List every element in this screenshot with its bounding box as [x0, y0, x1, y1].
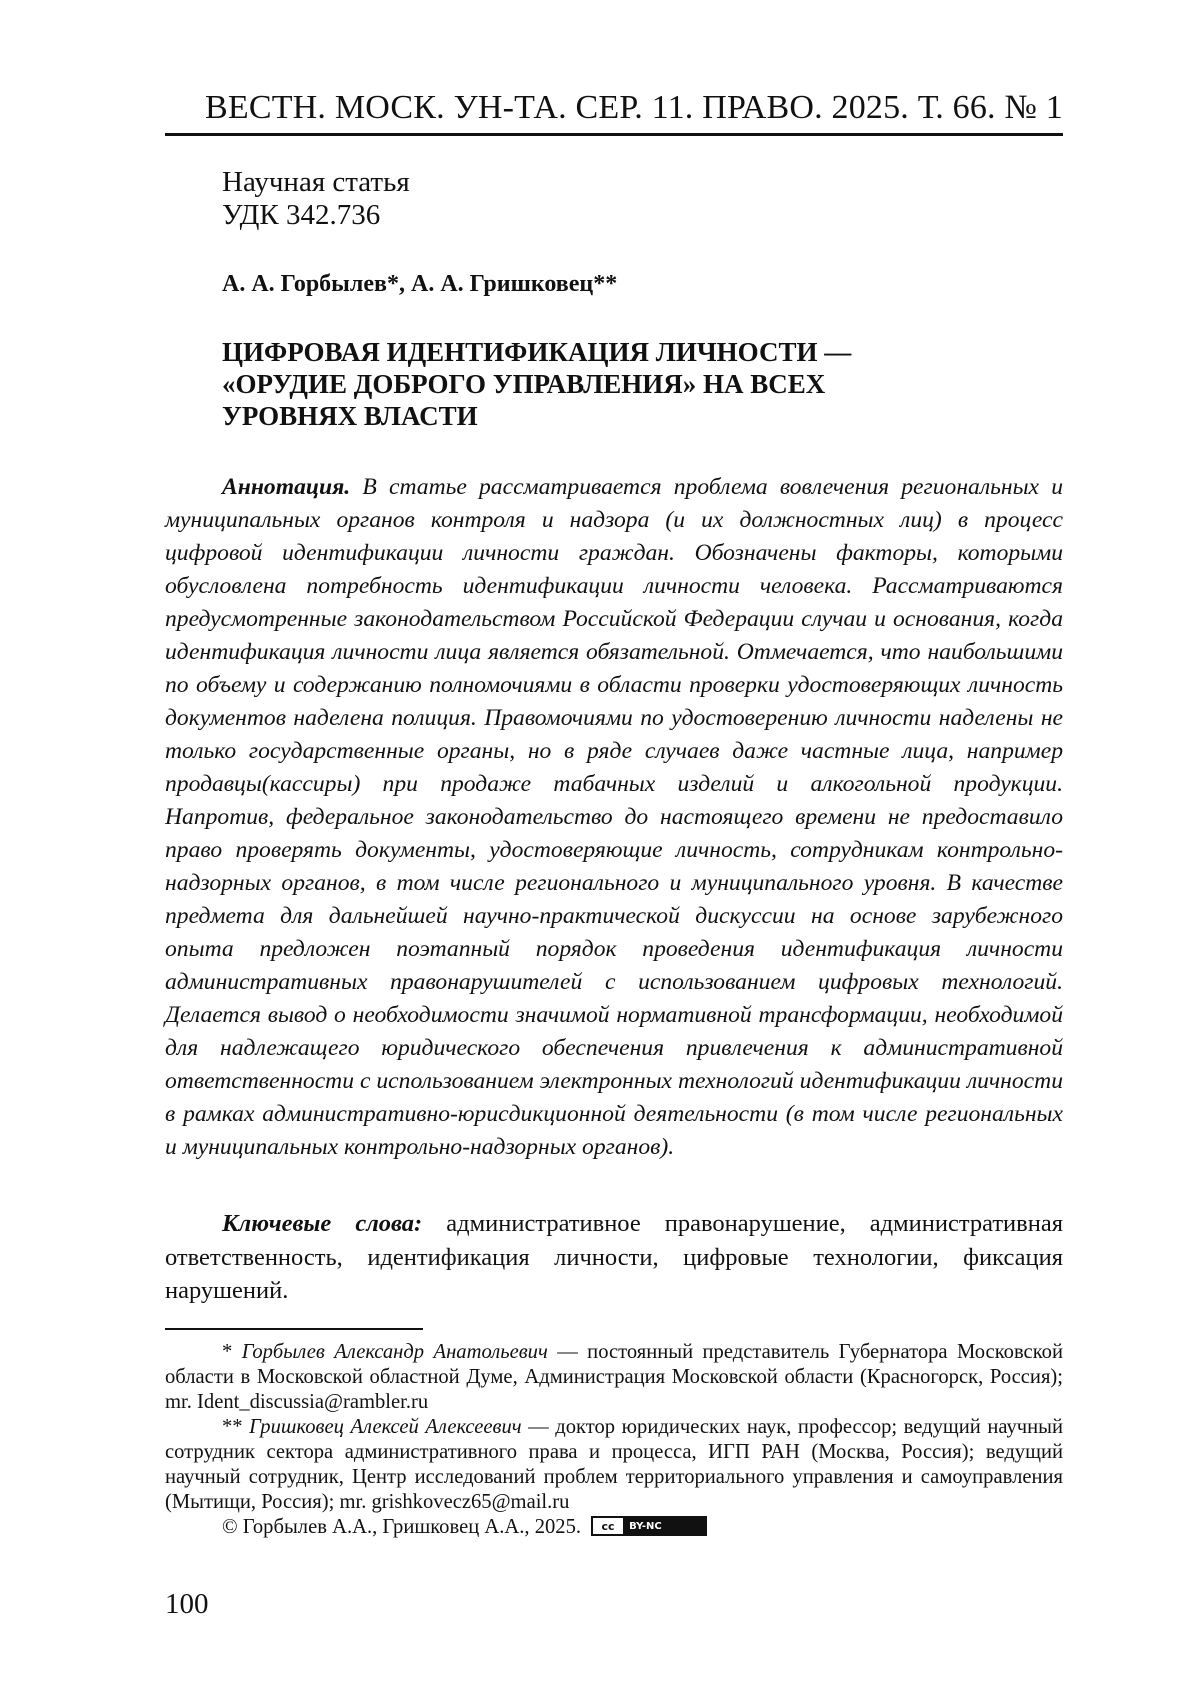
keywords-label: Ключевые слова:	[222, 1210, 423, 1237]
copyright-text: © Горбылев А.А., Гришковец А.А., 2025.	[222, 1516, 582, 1538]
keywords	[165, 1207, 1063, 1308]
footnote-author-name: Горбылев Александр Анатольевич	[241, 1341, 548, 1363]
license-label: BY-NC	[629, 1520, 662, 1532]
title-line: «ОРУДИЕ ДОБРОГО УПРАВЛЕНИЯ» НА ВСЕХ	[222, 369, 826, 399]
footnote-text: — постоянный представитель Губернатора Московской области в Московской областной Думе, Администрация Московской области (Красногорск, Россия); mr. Ident_discussia@rambler.ru	[165, 1341, 1063, 1413]
cc-label: cc	[593, 1518, 623, 1534]
abstract-label: Аннотация.	[222, 474, 351, 500]
cc-by-nc-license-icon	[591, 1516, 707, 1536]
title-line: УРОВНЯХ ВЛАСТИ	[222, 401, 478, 431]
article-meta	[222, 166, 410, 232]
footnote	[165, 1415, 1063, 1515]
keywords-text: административное правонарушение, административная ответственность, идентификация личности, цифровые технологии, фиксация нарушений.	[165, 1210, 1063, 1304]
article-title	[222, 336, 1022, 432]
footnote-marker: **	[222, 1416, 243, 1438]
footnote-author-name: Гришковец Алексей Алексеевич	[249, 1416, 522, 1438]
footnote	[165, 1340, 1063, 1415]
title-line: ЦИФРОВАЯ ИДЕНТИФИКАЦИЯ ЛИЧНОСТИ —	[222, 337, 852, 367]
abstract-text: В статье рассматривается проблема вовлечения региональных и муниципальных органов контроля и надзора (и их должностных лиц) в процесс цифровой идентификации личности граждан. Обозначены факторы, которыми обусловлена потребность идентификации личности человека. Рассматриваются предусмотренные законодательством Российской Федерации случаи и основания, когда идентификация личности лица является обязательной. Отмечается, что наибольшими по объему и содержанию полномочиями в области проверки удостоверяющих личность документов наделена полиция. Правомочиями по удостоверению личности наделены не только государственные органы, но в ряде случаев даже частные лица, например продавцы(кассиры) при продаже табачных изделий и алкогольной продукции. Напротив, федеральное законодательство до настоящего времени не предоставило право проверять документы, удостоверяющие личность, сотрудникам контрольно-надзорных органов, в том числе регионального и муниципального уровня. В качестве предмета для дальнейшей научно-практической дискуссии на основе зарубежного опыта предложен поэтапный порядок проведения идентификация личности административных правонарушителей с использованием цифровых технологий. Делается вывод о необходимости значимой нормативной трансформации, необходимой для надлежащего юридического обеспечения привлечения к административной ответственности с использованием электронных технологий идентификации личности в рамках административно-юрисдикционной деятельности (в том числе региональных и муниципальных контрольно-надзорных органов).	[165, 474, 1063, 1160]
abstract	[165, 471, 1063, 1164]
footnote-marker: *	[222, 1341, 233, 1363]
udc-code: УДК 342.736	[222, 199, 381, 231]
article-type: Научная статья	[222, 166, 410, 198]
footnote-separator	[165, 1328, 423, 1330]
header-rule	[165, 133, 1063, 136]
authors: А. А. Горбылев*, А. А. Гришковец**	[222, 271, 618, 297]
footnotes	[165, 1340, 1063, 1540]
copyright-line	[165, 1515, 1063, 1540]
journal-header: ВЕСТН. МОСК. УН-ТА. СЕР. 11. ПРАВО. 2025. Т. 66. № 1	[204, 89, 1063, 126]
page-number: 100	[165, 1588, 209, 1620]
footnote-text: — доктор юридических наук, профессор; ведущий научный сотрудник сектора административного права и процесса, ИГП РАН (Москва, Россия); ведущий научный сотрудник, Центр исследований проблем территориального управления и самоуправления (Мытищи, Россия); mr. grishkovecz65@mail.ru	[165, 1416, 1063, 1513]
